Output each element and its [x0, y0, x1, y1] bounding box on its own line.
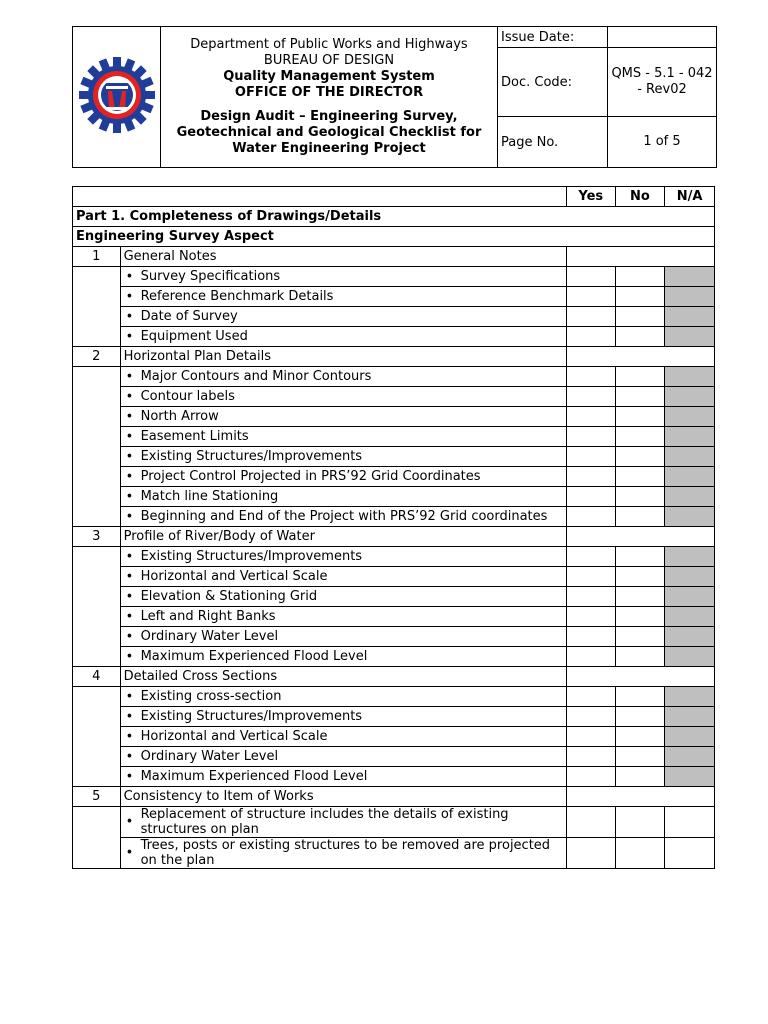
section-title: General Notes — [120, 247, 566, 267]
na-checkbox-cell — [665, 767, 715, 787]
na-checkbox-cell — [665, 267, 715, 287]
no-checkbox-cell[interactable] — [615, 467, 665, 487]
yes-checkbox-cell[interactable] — [566, 367, 615, 387]
checklist-table — [72, 186, 715, 869]
no-checkbox-cell[interactable] — [615, 407, 665, 427]
item-number-blank — [73, 547, 121, 667]
section-row — [73, 527, 715, 547]
section-row — [73, 667, 715, 687]
no-checkbox-cell[interactable] — [615, 647, 665, 667]
na-checkbox-cell — [665, 587, 715, 607]
yes-checkbox-cell[interactable] — [566, 587, 615, 607]
checklist-item-row — [73, 707, 715, 727]
yes-checkbox-cell[interactable] — [566, 267, 615, 287]
checklist-item-label: • Existing cross-section — [120, 687, 566, 707]
na-column-header: N/A — [665, 187, 715, 207]
yes-checkbox-cell[interactable] — [566, 707, 615, 727]
page-number-value: 1 of 5 — [608, 117, 717, 168]
no-checkbox-cell[interactable] — [615, 507, 665, 527]
na-checkbox-cell[interactable] — [665, 807, 715, 838]
column-header-blank — [73, 187, 567, 207]
no-checkbox-cell[interactable] — [615, 307, 665, 327]
no-checkbox-cell[interactable] — [615, 427, 665, 447]
yes-checkbox-cell[interactable] — [566, 627, 615, 647]
na-checkbox-cell — [665, 387, 715, 407]
dpwh-logo-icon — [79, 57, 155, 133]
section-number: 1 — [73, 247, 121, 267]
no-checkbox-cell[interactable] — [615, 287, 665, 307]
yes-checkbox-cell[interactable] — [566, 287, 615, 307]
checklist-item-label: • Reference Benchmark Details — [120, 287, 566, 307]
checklist-item-row — [73, 447, 715, 467]
checklist-item-row — [73, 307, 715, 327]
no-column-header: No — [615, 187, 665, 207]
na-checkbox-cell — [665, 507, 715, 527]
item-number-blank — [73, 687, 121, 787]
section-answer-blank — [566, 667, 714, 687]
issue-date-value — [608, 27, 717, 48]
yes-checkbox-cell[interactable] — [566, 507, 615, 527]
checklist-item-row — [73, 427, 715, 447]
section-number: 5 — [73, 787, 121, 807]
checklist-item-label: • Easement Limits — [120, 427, 566, 447]
checklist-item-label: • Survey Specifications — [120, 267, 566, 287]
checklist-item-label: • Project Control Projected in PRS’92 Grid Coordinates — [120, 467, 566, 487]
bureau-name: BUREAU OF DESIGN — [263, 53, 395, 68]
section-answer-blank — [566, 247, 714, 267]
section-row — [73, 787, 715, 807]
na-checkbox-cell — [665, 467, 715, 487]
yes-checkbox-cell[interactable] — [566, 838, 615, 869]
yes-checkbox-cell[interactable] — [566, 767, 615, 787]
document-title-line-3: Water Engineering Project — [232, 141, 426, 156]
checklist-item-row — [73, 467, 715, 487]
part-title: Part 1. Completeness of Drawings/Details — [73, 207, 715, 227]
section-row — [73, 347, 715, 367]
header-title-block — [161, 27, 498, 168]
checklist-item-label: • Major Contours and Minor Contours — [120, 367, 566, 387]
section-number: 2 — [73, 347, 121, 367]
na-checkbox-cell — [665, 487, 715, 507]
na-checkbox-cell — [665, 547, 715, 567]
yes-checkbox-cell[interactable] — [566, 567, 615, 587]
column-header-row — [73, 187, 715, 207]
office-name: OFFICE OF THE DIRECTOR — [234, 85, 424, 100]
no-checkbox-cell[interactable] — [615, 747, 665, 767]
na-checkbox-cell — [665, 407, 715, 427]
checklist-item-row — [73, 367, 715, 387]
na-checkbox-cell — [665, 627, 715, 647]
checklist-item-row — [73, 567, 715, 587]
checklist-item-label: • Horizontal and Vertical Scale — [120, 727, 566, 747]
section-number: 3 — [73, 527, 121, 547]
checklist-item-label: • Date of Survey — [120, 307, 566, 327]
section-row — [73, 247, 715, 267]
no-checkbox-cell[interactable] — [615, 838, 665, 869]
checklist-item-label: • Contour labels — [120, 387, 566, 407]
no-checkbox-cell[interactable] — [615, 487, 665, 507]
na-checkbox-cell — [665, 687, 715, 707]
yes-checkbox-cell[interactable] — [566, 487, 615, 507]
checklist-item-label: • Maximum Experienced Flood Level — [120, 647, 566, 667]
na-checkbox-cell — [665, 647, 715, 667]
checklist-item-row — [73, 487, 715, 507]
section-title: Profile of River/Body of Water — [120, 527, 566, 547]
yes-checkbox-cell[interactable] — [566, 647, 615, 667]
section-title: Horizontal Plan Details — [120, 347, 566, 367]
checklist-item-row — [73, 627, 715, 647]
yes-checkbox-cell[interactable] — [566, 727, 615, 747]
item-number-blank — [73, 367, 121, 527]
doc-code-line-2: - Rev02 — [637, 82, 687, 97]
no-checkbox-cell[interactable] — [615, 627, 665, 647]
no-checkbox-cell[interactable] — [615, 607, 665, 627]
no-checkbox-cell[interactable] — [615, 447, 665, 467]
doc-code-label: Doc. Code: — [498, 48, 608, 117]
no-checkbox-cell[interactable] — [615, 807, 665, 838]
yes-checkbox-cell[interactable] — [566, 387, 615, 407]
aspect-title: Engineering Survey Aspect — [73, 227, 715, 247]
section-title: Detailed Cross Sections — [120, 667, 566, 687]
na-checkbox-cell — [665, 427, 715, 447]
issue-date-label: Issue Date: — [498, 27, 608, 48]
yes-checkbox-cell[interactable] — [566, 467, 615, 487]
checklist-item-row — [73, 767, 715, 787]
no-checkbox-cell[interactable] — [615, 587, 665, 607]
na-checkbox-cell — [665, 367, 715, 387]
checklist-item-label: • Ordinary Water Level — [120, 627, 566, 647]
yes-checkbox-cell[interactable] — [566, 607, 615, 627]
section-answer-blank — [566, 527, 714, 547]
na-checkbox-cell — [665, 567, 715, 587]
checklist-item-row — [73, 687, 715, 707]
na-checkbox-cell — [665, 707, 715, 727]
checklist-item-label: • Elevation & Stationing Grid — [120, 587, 566, 607]
na-checkbox-cell — [665, 447, 715, 467]
no-checkbox-cell[interactable] — [615, 767, 665, 787]
yes-checkbox-cell[interactable] — [566, 427, 615, 447]
document-title-line-2: Geotechnical and Geological Checklist for — [176, 125, 482, 140]
checklist-item-row — [73, 838, 715, 869]
na-checkbox-cell — [665, 307, 715, 327]
na-checkbox-cell — [665, 747, 715, 767]
aspect-title-row — [73, 227, 715, 247]
checklist-item-label: • Horizontal and Vertical Scale — [120, 567, 566, 587]
checklist-item-row — [73, 327, 715, 347]
na-checkbox-cell — [665, 727, 715, 747]
page-number-label: Page No. — [498, 117, 608, 168]
checklist-item-row — [73, 267, 715, 287]
yes-checkbox-cell[interactable] — [566, 807, 615, 838]
yes-checkbox-cell[interactable] — [566, 327, 615, 347]
checklist-item-row — [73, 727, 715, 747]
yes-checkbox-cell[interactable] — [566, 687, 615, 707]
no-checkbox-cell[interactable] — [615, 707, 665, 727]
checklist-item-label: • Existing Structures/Improvements — [120, 447, 566, 467]
document-header — [72, 26, 717, 168]
no-checkbox-cell[interactable] — [615, 387, 665, 407]
department-name: Department of Public Works and Highways — [190, 37, 468, 52]
no-checkbox-cell[interactable] — [615, 727, 665, 747]
checklist-item-label: • Existing Structures/Improvements — [120, 707, 566, 727]
checklist-item-label: • North Arrow — [120, 407, 566, 427]
checklist-item-row — [73, 587, 715, 607]
part-title-row — [73, 207, 715, 227]
checklist-item-label: • Beginning and End of the Project with PRS’92 Grid coordinates — [120, 507, 566, 527]
checklist-item-row — [73, 607, 715, 627]
section-number: 4 — [73, 667, 121, 687]
no-checkbox-cell[interactable] — [615, 547, 665, 567]
logo-cell — [73, 27, 161, 168]
na-checkbox-cell[interactable] — [665, 838, 715, 869]
na-checkbox-cell — [665, 287, 715, 307]
doc-code-value — [608, 48, 717, 117]
yes-checkbox-cell[interactable] — [566, 407, 615, 427]
checklist-item-label: • Trees, posts or existing structures to be removed are projected on the plan — [120, 838, 566, 869]
checklist-item-row — [73, 547, 715, 567]
checklist-item-label: • Left and Right Banks — [120, 607, 566, 627]
checklist-item-row — [73, 507, 715, 527]
system-name: Quality Management System — [223, 69, 435, 84]
yes-checkbox-cell[interactable] — [566, 547, 615, 567]
checklist-item-row — [73, 647, 715, 667]
checklist-item-label: • Maximum Experienced Flood Level — [120, 767, 566, 787]
yes-checkbox-cell[interactable] — [566, 447, 615, 467]
checklist-item-label: • Ordinary Water Level — [120, 747, 566, 767]
checklist-item-label: • Match line Stationing — [120, 487, 566, 507]
yes-column-header: Yes — [566, 187, 615, 207]
na-checkbox-cell — [665, 607, 715, 627]
na-checkbox-cell — [665, 327, 715, 347]
item-number-blank — [73, 807, 121, 869]
checklist-item-label: • Replacement of structure includes the details of existing structures on plan — [120, 807, 566, 838]
section-answer-blank — [566, 787, 714, 807]
checklist-item-row — [73, 387, 715, 407]
no-checkbox-cell[interactable] — [615, 327, 665, 347]
no-checkbox-cell[interactable] — [615, 567, 665, 587]
checklist-item-row — [73, 407, 715, 427]
no-checkbox-cell[interactable] — [615, 367, 665, 387]
checklist-item-row — [73, 747, 715, 767]
checklist-item-label: • Existing Structures/Improvements — [120, 547, 566, 567]
yes-checkbox-cell[interactable] — [566, 747, 615, 767]
checklist-item-row — [73, 807, 715, 838]
checklist-item-row — [73, 287, 715, 307]
section-answer-blank — [566, 347, 714, 367]
item-number-blank — [73, 267, 121, 347]
section-title: Consistency to Item of Works — [120, 787, 566, 807]
yes-checkbox-cell[interactable] — [566, 307, 615, 327]
no-checkbox-cell[interactable] — [615, 687, 665, 707]
checklist-item-label: • Equipment Used — [120, 327, 566, 347]
doc-code-line-1: QMS - 5.1 - 042 — [611, 66, 713, 81]
no-checkbox-cell[interactable] — [615, 267, 665, 287]
document-title-line-1: Design Audit – Engineering Survey, — [200, 109, 458, 124]
